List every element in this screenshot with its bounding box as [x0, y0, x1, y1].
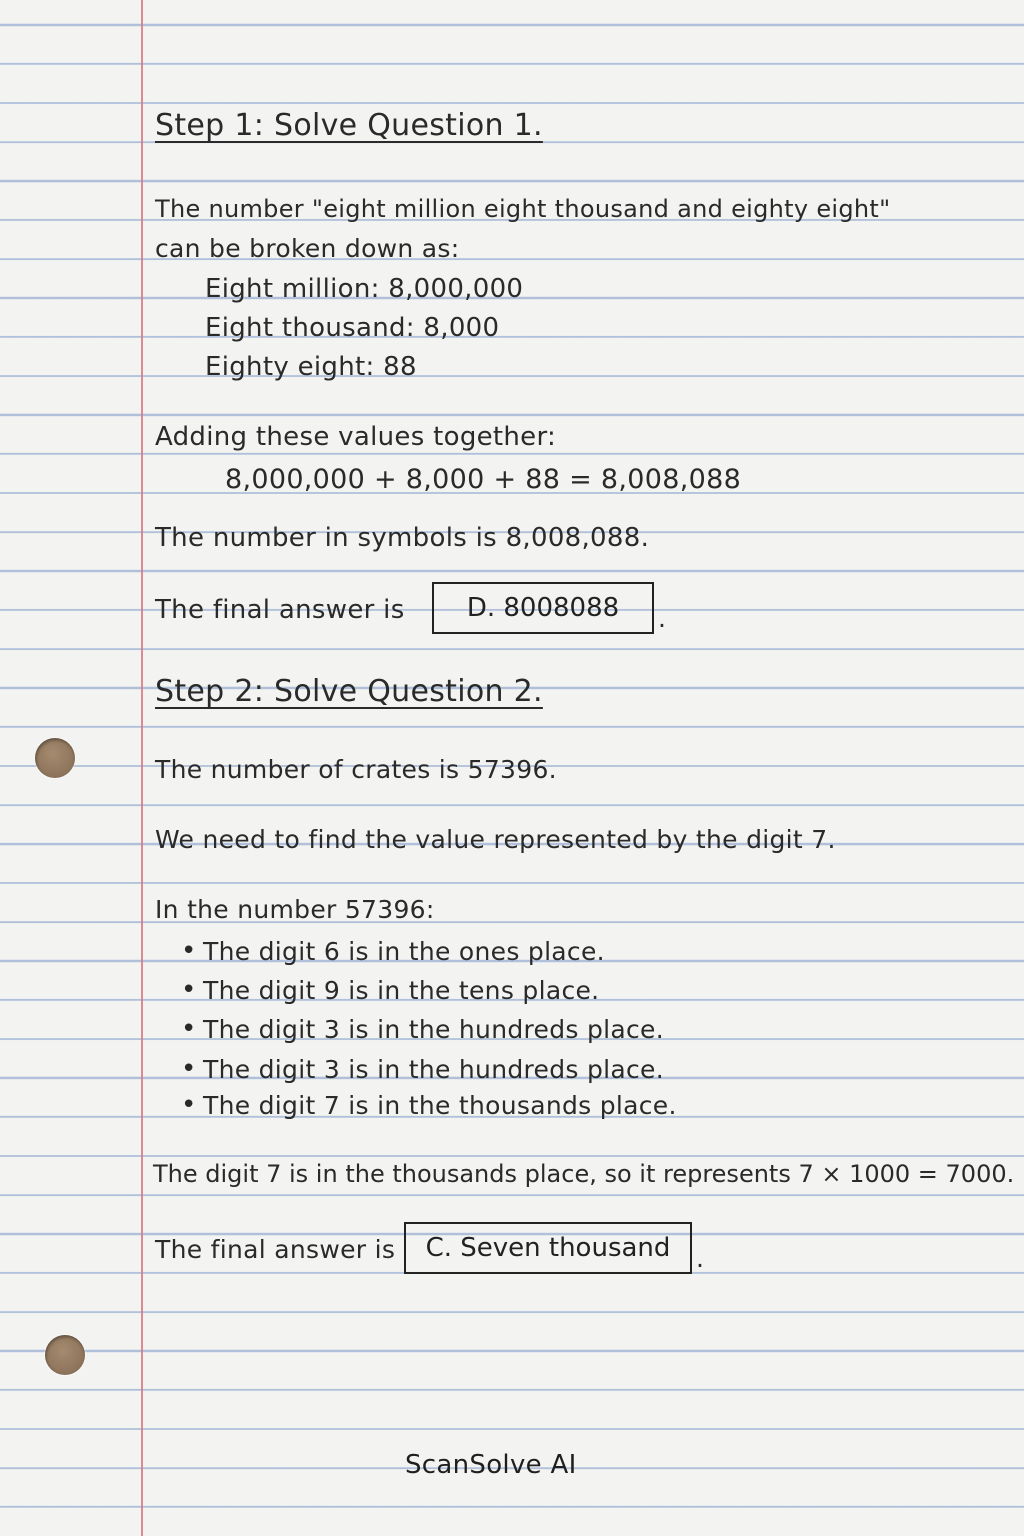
conclusion-statement: The digit 7 is in the thousands place, so it represents 7 × 1000 = 7000.: [153, 1160, 1015, 1188]
step2-heading: Step 2: Solve Question 2.: [155, 674, 543, 709]
step2-final-prefix: The final answer is: [155, 1235, 396, 1264]
sum-equation: 8,000,000 + 8,000 + 88 = 8,008,088: [225, 464, 742, 495]
bullet-tens: The digit 9 is in the tens place.: [203, 976, 600, 1005]
step1-intro-line2: can be broken down as:: [155, 234, 460, 263]
breakdown-million: Eight million: 8,000,000: [205, 274, 524, 304]
footer-brand: ScanSolve AI: [405, 1450, 577, 1480]
bullet-hundreds-2: The digit 3 is in the hundreds place.: [203, 1055, 664, 1084]
bullet-dot: •: [181, 936, 197, 966]
step1-heading: Step 1: Solve Question 1.: [155, 108, 543, 143]
bullet-dot: •: [181, 1054, 197, 1084]
bullet-hundreds-1: The digit 3 is in the hundreds place.: [203, 1015, 664, 1044]
margin-line: [141, 0, 143, 1536]
punch-hole-bottom: [45, 1335, 85, 1375]
step1-final-prefix: The final answer is: [155, 595, 405, 625]
step1-final-period: .: [658, 604, 667, 633]
step1-answer-box: D. 8008088: [432, 582, 654, 634]
breakdown-thousand: Eight thousand: 8,000: [205, 313, 500, 343]
breakdown-eighty-eight: Eighty eight: 88: [205, 352, 417, 382]
bullet-dot: •: [181, 1014, 197, 1044]
in-number-label: In the number 57396:: [155, 895, 435, 924]
symbols-statement: The number in symbols is 8,008,088.: [155, 523, 650, 553]
bullet-dot: •: [181, 1090, 197, 1120]
bullet-thousands: The digit 7 is in the thousands place.: [203, 1091, 677, 1120]
crates-statement: The number of crates is 57396.: [155, 755, 557, 784]
bullet-dot: •: [181, 975, 197, 1005]
adding-label: Adding these values together:: [155, 422, 557, 452]
find-statement: We need to find the value represented by the digit 7.: [155, 825, 836, 854]
punch-hole-top: [35, 738, 75, 778]
step2-answer-box: C. Seven thousand: [404, 1222, 692, 1274]
step1-intro-line1: The number "eight million eight thousand and eighty eight": [155, 195, 891, 223]
step2-final-period: .: [696, 1244, 705, 1273]
bullet-ones: The digit 6 is in the ones place.: [203, 937, 605, 966]
